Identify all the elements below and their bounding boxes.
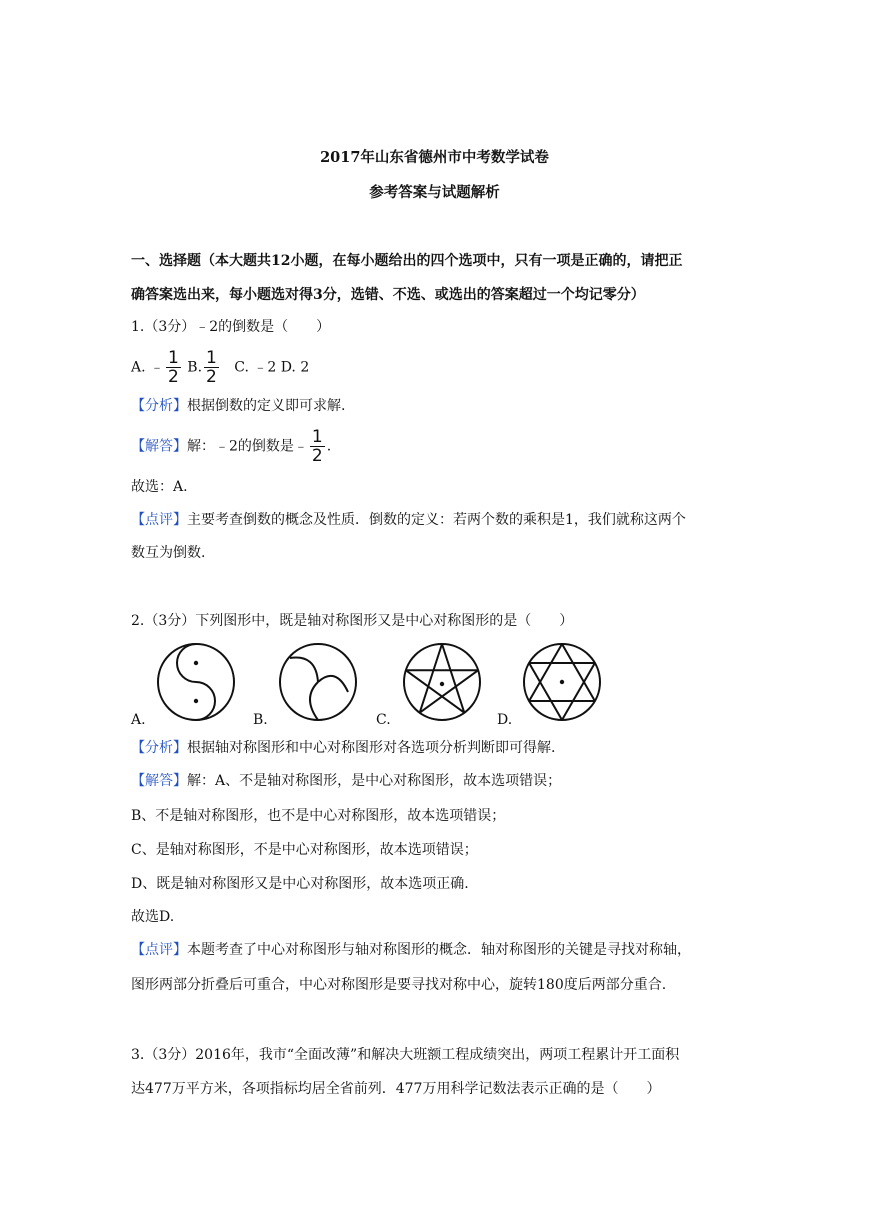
analysis-text: 根据倒数的定义即可求解. <box>187 398 346 414</box>
q1-comment-line2: 数互为倒数. <box>131 545 206 561</box>
fraction-numerator: 1 <box>206 348 217 368</box>
q2-line-c: C、是轴对称图形，不是中心对称图形，故本选项错误； <box>131 842 478 858</box>
q2-figure-c-pentagram <box>400 640 484 724</box>
analysis-tag: 【分析】 <box>131 740 187 756</box>
q2-figure-a-yinyang <box>154 640 238 724</box>
q1-options <box>131 349 309 386</box>
q1-solution-fraction <box>310 428 325 465</box>
q2-stem: 2.（3分）下列图形中，既是轴对称图形又是中心对称图形的是（ ） <box>131 613 574 629</box>
q1-option-a-fraction <box>166 349 181 386</box>
q2-choice: 故选D. <box>131 909 175 925</box>
q3-line1: 3.（3分）2016年，我市“全面改薄”和解决大班额工程成绩突出，两项工程累计开工面积 <box>131 1047 680 1063</box>
solution-tag: 【解答】 <box>131 438 187 455</box>
section-heading-line1: 一、选择题（本大题共12小题，在每小题给出的四个选项中，只有一项是正确的，请把正 <box>131 253 683 269</box>
section-heading-line2: 确答案选出来，每小题选对得3分，选错、不选、或选出的答案超过一个均记零分） <box>131 287 645 303</box>
q2-line-b: B、不是轴对称图形，也不是中心对称图形，故本选项错误； <box>131 808 506 824</box>
fraction-denominator: 2 <box>168 367 179 387</box>
fraction-numerator: 1 <box>168 348 179 368</box>
q3-line2: 达477万平方米，各项指标均居全省前列．477万用科学记数法表示正确的是（ ） <box>131 1081 661 1097</box>
q1-options-cd: C. ﹣2 D. 2 <box>234 359 310 376</box>
solution-text: 解：﹣2的倒数是﹣ <box>187 438 308 455</box>
q1-analysis <box>131 396 345 416</box>
analysis-text: 根据轴对称图形和中心对称图形对各选项分析判断即可得解. <box>187 740 556 756</box>
q1-stem: 1.（3分）﹣2的倒数是（ ） <box>131 319 331 335</box>
q2-label-c: C. <box>376 712 391 728</box>
q1-option-b-fraction <box>204 349 219 386</box>
q2-label-b: B. <box>253 712 268 728</box>
q2-label-d: D. <box>497 712 513 728</box>
q1-solution <box>131 428 331 465</box>
fraction-denominator: 2 <box>311 446 323 466</box>
analysis-tag: 【分析】 <box>131 398 187 414</box>
q1-choice: 故选：A. <box>131 479 188 495</box>
q2-label-a: A. <box>131 712 146 728</box>
comment-text: 本题考查了中心对称图形与轴对称图形的概念．轴对称图形的关键是寻找对称轴， <box>187 942 691 958</box>
solution-tag: 【解答】 <box>131 773 187 789</box>
q2-figure-b-pinwheel <box>276 640 360 724</box>
fraction-numerator: 1 <box>311 427 323 447</box>
comment-tag: 【点评】 <box>131 942 187 958</box>
q2-figure-d-hexagram <box>520 640 604 724</box>
solution-end: . <box>326 438 332 455</box>
q2-analysis <box>131 738 555 758</box>
comment-text: 主要考查倒数的概念及性质．倒数的定义：若两个数的乘积是1，我们就称这两个 <box>187 512 686 528</box>
q1-option-b-label: B. <box>187 359 203 376</box>
q2-comment-line1 <box>131 940 691 960</box>
q2-comment-line2: 图形两部分折叠后可重合，中心对称图形是要寻找对称中心，旋转180度后两部分重合. <box>131 977 667 993</box>
document-subtitle: 参考答案与试题解析 <box>369 184 500 201</box>
q1-comment-line1 <box>131 510 686 530</box>
solution-text: 解：A、不是轴对称图形，是中心对称图形，故本选项错误； <box>187 773 562 789</box>
comment-tag: 【点评】 <box>131 512 187 528</box>
document-title: 2017年山东省德州市中考数学试卷 <box>320 149 549 166</box>
q1-option-a-label: A. ﹣ <box>131 359 165 376</box>
fraction-denominator: 2 <box>206 367 217 387</box>
q2-line-d: D、既是轴对称图形又是中心对称图形，故本选项正确. <box>131 876 469 892</box>
q2-solution <box>131 771 561 791</box>
